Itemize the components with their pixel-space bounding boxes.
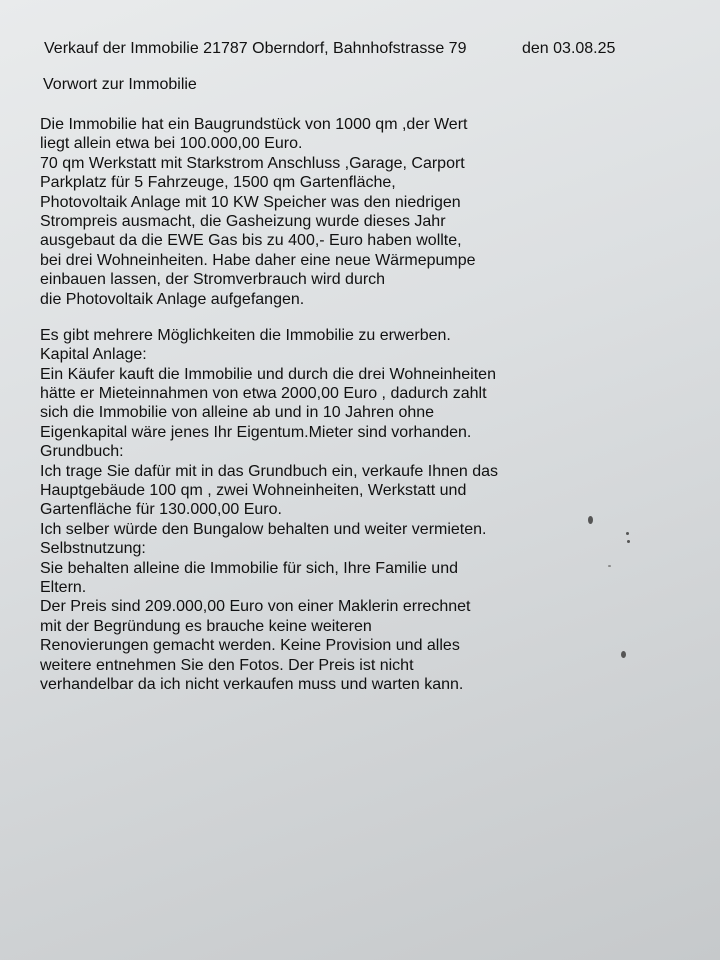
- section-label-selbstnutzung: Selbstnutzung:: [40, 540, 146, 558]
- text-line: Eigenkapital wäre jenes Ihr Eigentum.Mieter sind vorhanden.: [40, 423, 472, 441]
- text-line: Renovierungen gemacht werden. Keine Provision und alles: [40, 637, 460, 655]
- text-line: mit der Begründung es brauche keine weiteren: [40, 617, 372, 635]
- paragraph-gap: [40, 309, 660, 326]
- text-line: liegt allein etwa bei 100.000,00 Euro.: [40, 135, 303, 153]
- text-line: bei drei Wohneinheiten. Habe daher eine neue Wärmepumpe: [40, 251, 476, 269]
- text-line: Der Preis sind 209.000,00 Euro von einer Maklerin errechnet: [40, 598, 471, 616]
- paper-speck: [608, 565, 611, 567]
- text-line: Ich selber würde den Bungalow behalten und weiter vermieten.: [40, 520, 487, 538]
- text-line: die Photovoltaik Anlage aufgefangen.: [40, 290, 305, 308]
- foreword-heading: Vorwort zur Immobilie: [43, 76, 197, 93]
- text-line: Hauptgebäude 100 qm , zwei Wohneinheiten, Werkstatt und: [40, 482, 467, 500]
- section-label-kapital-anlage: Kapital Anlage:: [40, 346, 147, 364]
- paper-speck: [621, 651, 626, 658]
- text-line: Es gibt mehrere Möglichkeiten die Immobilie zu erwerben.: [40, 326, 451, 344]
- paper-speck: [627, 540, 630, 543]
- text-line: verhandelbar da ich nicht verkaufen muss und warten kann.: [40, 675, 464, 693]
- text-line: ausgebaut da die EWE Gas bis zu 400,- Euro haben wollte,: [40, 232, 462, 250]
- text-line: Eltern.: [40, 578, 87, 596]
- text-line: Strompreis ausmacht, die Gasheizung wurde dieses Jahr: [40, 212, 446, 230]
- text-line: Parkplatz für 5 Fahrzeuge, 1500 qm Gartenfläche,: [40, 174, 396, 192]
- paper-speck: [626, 532, 629, 535]
- text-line: Sie behalten alleine die Immobilie für sich, Ihre Familie und: [40, 559, 458, 577]
- text-line: Ich trage Sie dafür mit in das Grundbuch ein, verkaufe Ihnen das: [40, 462, 499, 480]
- paper-speck: [588, 516, 593, 524]
- document-body: [40, 115, 660, 694]
- text-line: Ein Käufer kauft die Immobilie und durch die drei Wohneinheiten: [40, 365, 496, 383]
- document-date: den 03.08.25: [522, 40, 616, 57]
- text-line: hätte er Mieteinnahmen von etwa 2000,00 Euro , dadurch zahlt: [40, 385, 487, 403]
- text-line: 70 qm Werkstatt mit Starkstrom Anschluss ,Garage, Carport: [40, 154, 465, 172]
- text-line: einbauen lassen, der Stromverbrauch wird durch: [40, 271, 386, 289]
- section-label-grundbuch: Grundbuch:: [40, 443, 124, 461]
- document-header: [44, 38, 634, 60]
- document-title: Verkauf der Immobilie 21787 Oberndorf, Bahnhofstrasse 79: [44, 40, 467, 57]
- text-line: Photovoltaik Anlage mit 10 KW Speicher was den niedrigen: [40, 193, 461, 211]
- text-line: Die Immobilie hat ein Baugrundstück von 1000 qm ,der Wert: [40, 116, 468, 133]
- text-line: weitere entnehmen Sie den Fotos. Der Preis ist nicht: [40, 656, 414, 674]
- text-line: sich die Immobilie von alleine ab und in 10 Jahren ohne: [40, 404, 435, 422]
- text-line: Gartenfläche für 130.000,00 Euro.: [40, 501, 282, 519]
